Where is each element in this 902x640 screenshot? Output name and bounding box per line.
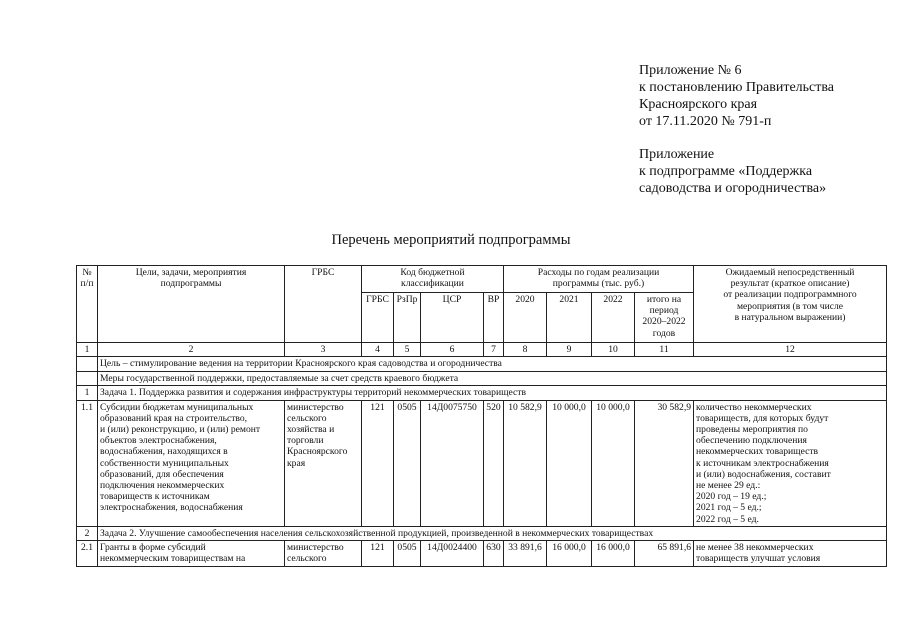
goal-row	[77, 357, 887, 372]
row-rzpr: 0505	[394, 541, 421, 566]
task-row	[77, 386, 887, 401]
header-expenses-group: Расходы по годам реализации программы (тыс. руб.)	[504, 266, 694, 293]
row-2021: 16 000,0	[547, 541, 592, 566]
column-number: 12	[694, 343, 887, 357]
row-csr: 14Д0024400	[421, 541, 484, 566]
header-line: от 17.11.2020 № 791-п	[639, 114, 772, 129]
column-number: 8	[504, 343, 547, 357]
header-year-2021: 2021	[547, 293, 592, 343]
header-code-rzpr: РзПр	[394, 293, 421, 343]
measures-text: Меры государственной поддержки, предоставляемые за счет средств краевого бюджета	[98, 371, 887, 386]
row-rzpr: 0505	[394, 400, 421, 526]
header-code-vr: ВР	[484, 293, 504, 343]
row-2020: 33 891,6	[504, 541, 547, 566]
measures-table	[76, 265, 887, 567]
row-code-grbs: 121	[362, 541, 394, 566]
header-line: садоводства и огородничества»	[639, 181, 827, 196]
row-2022: 16 000,0	[592, 541, 635, 566]
table-row	[77, 541, 887, 566]
row-result: не менее 38 некоммерческих товариществ улучшат условия	[694, 541, 887, 566]
goal-text: Цель – стимулирование ведения на территории Красноярского края садоводства и огородничества	[98, 357, 887, 372]
document-title: Перечень мероприятий подпрограммы	[331, 232, 571, 248]
row-result: количество некоммерческих товариществ, для которых будут проведены мероприятия по обеспечению подключения некоммерческих товариществ к источникам электроснабжения и (или) водоснабжения, составит не менее 29 ед.: 2020 год – 19 ед.; 2021 год – 5 ед.; 2022 год – 5 ед.	[694, 400, 887, 526]
column-number: 6	[421, 343, 484, 357]
column-number: 7	[484, 343, 504, 357]
column-number: 5	[394, 343, 421, 357]
row-csr: 14Д0075750	[421, 400, 484, 526]
task-num: 1	[77, 386, 98, 401]
header-num: № п/п	[77, 266, 98, 343]
row-vr: 630	[484, 541, 504, 566]
header-result: Ожидаемый непосредственный результат (краткое описание) от реализации подпрограммного мероприятия (в том числе в натуральном выражении)	[694, 266, 887, 343]
row-name: Гранты в форме субсидий некоммерческим товариществам на	[98, 541, 285, 566]
task-num: 2	[77, 526, 98, 541]
column-number: 11	[635, 343, 694, 357]
header-year-2020: 2020	[504, 293, 547, 343]
column-number: 3	[285, 343, 362, 357]
header-year-2022: 2022	[592, 293, 635, 343]
column-number: 1	[77, 343, 98, 357]
header-line: к постановлению Правительства	[639, 80, 835, 95]
header-line: Приложение	[639, 147, 715, 162]
task-text: Задача 2. Улучшение самообеспечения населения сельскохозяйственной продукцией, произведенной в некоммерческих товариществах	[98, 526, 887, 541]
row-code-grbs: 121	[362, 400, 394, 526]
header-total: итого на период 2020–2022 годов	[635, 293, 694, 343]
row-total: 65 891,6	[635, 541, 694, 566]
row-grbs: министерство сельского хозяйства и торговли Красноярского края	[285, 400, 362, 526]
column-number: 4	[362, 343, 394, 357]
header-line: к подпрограмме «Поддержка	[639, 164, 813, 179]
row-2020: 10 582,9	[504, 400, 547, 526]
task-text: Задача 1. Поддержка развития и содержания инфраструктуры территорий некоммерческих товариществ	[98, 386, 887, 401]
header-code-csr: ЦСР	[421, 293, 484, 343]
column-number: 10	[592, 343, 635, 357]
header-code-grbs: ГРБС	[362, 293, 394, 343]
row-num: 1.1	[77, 400, 98, 526]
row-name: Субсидии бюджетам муниципальных образований края на строительство, и (или) реконструкцию, и (или) ремонт объектов электроснабжения, водоснабжения, находящихся в собственности муниципальных образований, для обеспечения подключения некоммерческих товариществ к источникам электроснабжения, водоснабжения	[98, 400, 285, 526]
row-grbs: министерство сельского	[285, 541, 362, 566]
row-num: 2.1	[77, 541, 98, 566]
header-code-group: Код бюджетной классификации	[362, 266, 504, 293]
header-grbs: ГРБС	[285, 266, 362, 343]
row-vr: 520	[484, 400, 504, 526]
measures-row	[77, 371, 887, 386]
row-total: 30 582,9	[635, 400, 694, 526]
header-goals: Цели, задачи, мероприятия подпрограммы	[98, 266, 285, 343]
column-number: 9	[547, 343, 592, 357]
column-number: 2	[98, 343, 285, 357]
row-2022: 10 000,0	[592, 400, 635, 526]
row-2021: 10 000,0	[547, 400, 592, 526]
header-row	[77, 266, 887, 293]
column-number-row	[77, 343, 887, 357]
header-line: Красноярского края	[639, 97, 758, 112]
table-row	[77, 400, 887, 526]
task-row	[77, 526, 887, 541]
header-line: Приложение № 6	[639, 63, 742, 78]
appendix-header	[639, 62, 889, 197]
